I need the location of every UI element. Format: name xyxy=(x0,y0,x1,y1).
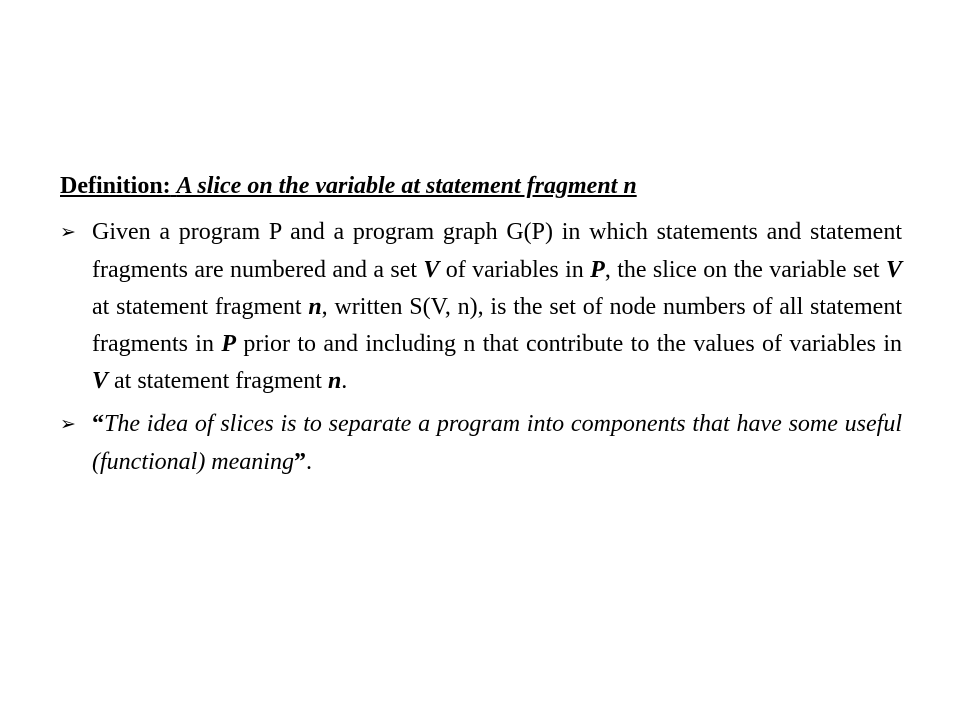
bullet-text: , written S(V, n), is the set of node numbers of all statement fragments in xyxy=(92,293,902,357)
bullet-text: . xyxy=(341,368,348,395)
bullet-text: of variables in xyxy=(439,256,591,283)
arrowhead-bullet-icon: ➢ xyxy=(60,221,76,244)
variable-set-symbol: V xyxy=(423,256,440,283)
arrowhead-bullet-icon: ➢ xyxy=(60,413,76,436)
quote-text: The idea of slices is to separate a program into components that have some useful (functional) meaning xyxy=(92,411,902,475)
definition-heading xyxy=(60,170,902,202)
quote-end: . xyxy=(305,448,312,475)
bullet-text: at statement fragment xyxy=(92,293,309,320)
fragment-symbol: n xyxy=(327,368,342,395)
bullet-text: Given a program P and a program graph G(P) in which statements and statement fragments are numbered and a set xyxy=(92,219,902,283)
bullet-text: prior to and including n that contribute to the values of variables in xyxy=(236,330,902,357)
bullet-definition-text xyxy=(60,214,902,400)
slide-content xyxy=(60,170,902,487)
fragment-symbol: n xyxy=(308,293,322,320)
open-quote: “ xyxy=(92,411,104,438)
variable-set-symbol: V xyxy=(885,256,902,283)
variable-set-symbol: V xyxy=(92,368,109,395)
definition-description: A slice on the variable at statement fragment n xyxy=(176,173,637,199)
close-quote: ” xyxy=(293,448,306,475)
bullet-text: , the slice on the variable set xyxy=(604,256,886,283)
program-symbol: P xyxy=(590,256,605,283)
program-symbol: P xyxy=(221,330,236,357)
bullet-quote xyxy=(60,406,902,480)
definition-term: Definition: xyxy=(60,173,171,199)
bullet-text: at statement fragment xyxy=(108,368,328,395)
